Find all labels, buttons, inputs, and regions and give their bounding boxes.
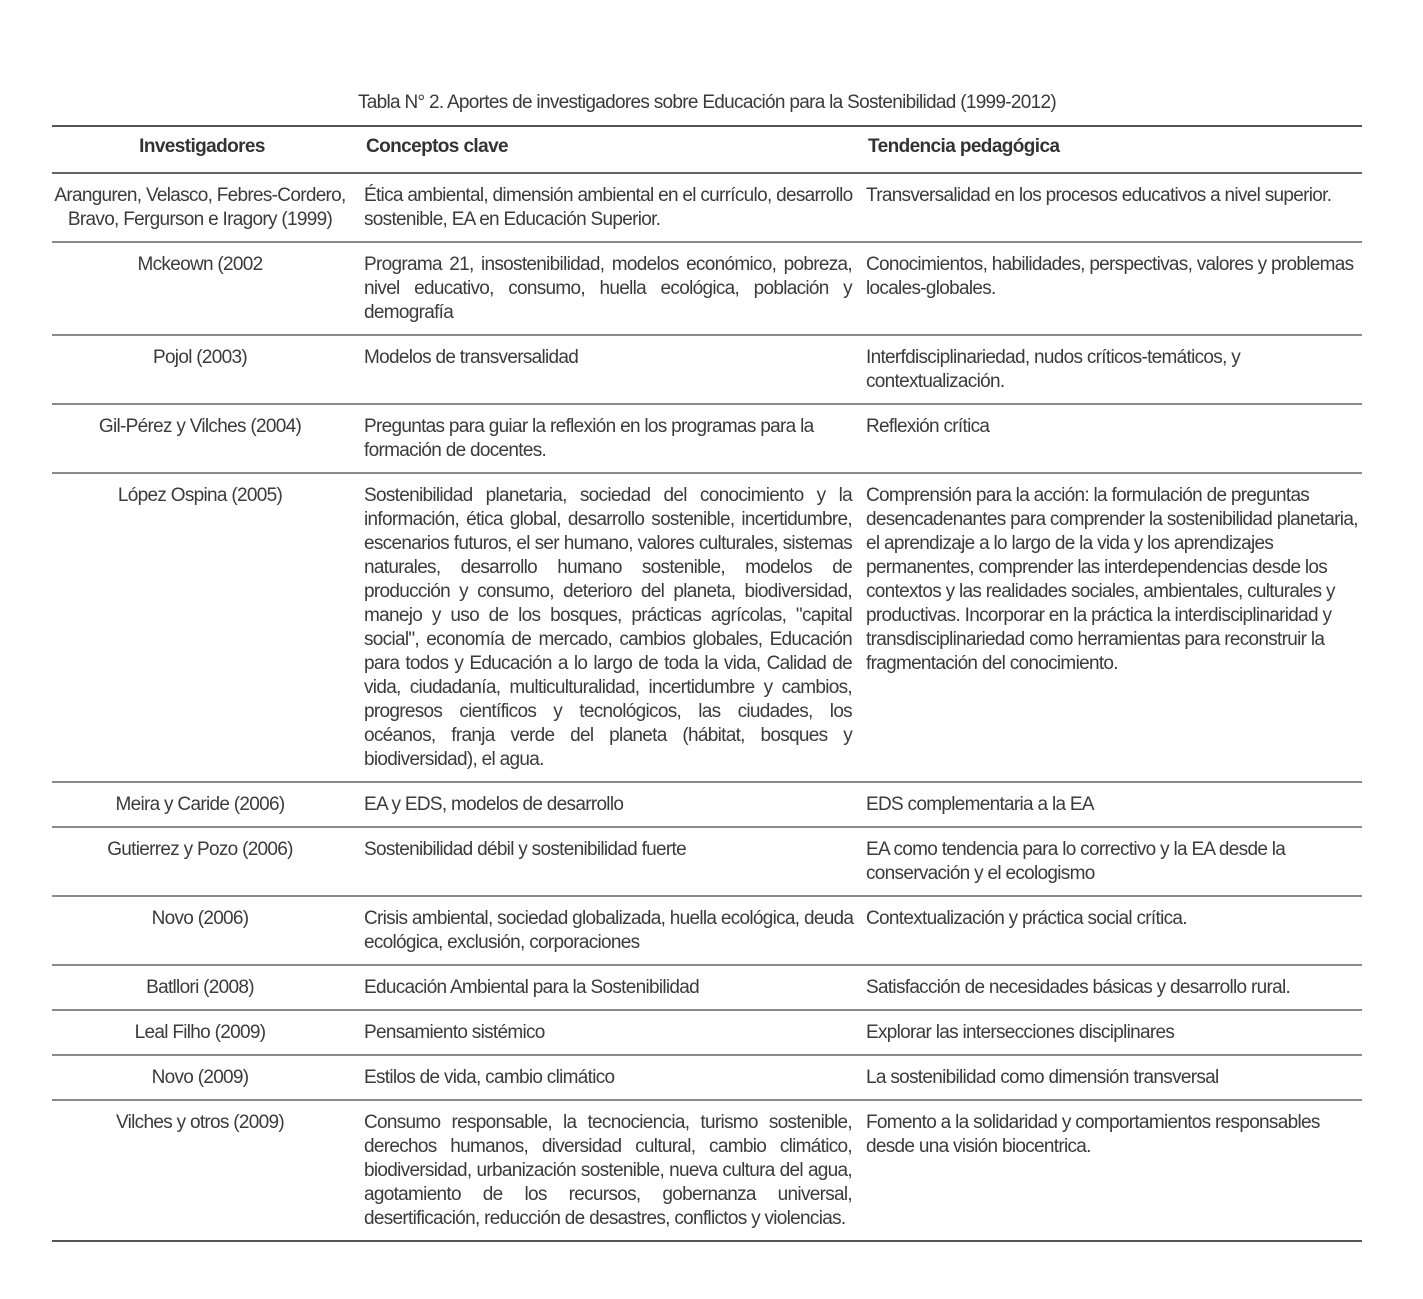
cell-tendencia: Transversalidad en los procesos educativos a nivel superior.: [866, 185, 1332, 206]
cell-tendencia: Contextualización y práctica social crítica.: [866, 908, 1187, 929]
cell-tendencia: Comprensión para la acción: la formulación de preguntas desencadenantes para comprender la sostenibilidad planetaria, el aprendizaje a lo largo de la vida y los aprendizajes permanentes, comprender las interdependencias desde los contextos y las realidades sociales, ambientales, culturales y productivas. Incorporar en la práctica la interdisciplinaridad y transdisciplinariedad como herramientas para reconstruir la fragmentación del conocimiento.: [866, 485, 1358, 674]
header-row: [52, 126, 1362, 173]
cell-conceptos: Crisis ambiental, sociedad globalizada, huella ecológica, deuda ecológica, exclusión, corporaciones: [364, 908, 854, 953]
cell-tendencia: Fomento a la solidaridad y comportamientos responsables desde una visión biocentrica.: [866, 1112, 1320, 1157]
table-row: [52, 1100, 1362, 1241]
cell-conceptos: Ética ambiental, dimensión ambiental en el currículo, desarrollo sostenible, EA en Educación Superior.: [364, 185, 853, 230]
table-row: [52, 827, 1362, 896]
cell-tendencia: Satisfacción de necesidades básicas y desarrollo rural.: [866, 977, 1291, 998]
cell-investigadores: Vilches y otros (2009): [115, 1112, 284, 1133]
table-row: [52, 965, 1362, 1010]
table-row: [52, 896, 1362, 965]
table-body: [52, 173, 1362, 1241]
table-row: [52, 335, 1362, 404]
cell-tendencia: Conocimientos, habilidades, perspectivas, valores y problemas locales-globales.: [866, 254, 1354, 299]
research-table: [52, 125, 1362, 1242]
cell-conceptos: Estilos de vida, cambio climático: [364, 1067, 615, 1088]
table-row: [52, 1055, 1362, 1100]
cell-tendencia: Explorar las intersecciones disciplinares: [866, 1022, 1175, 1043]
table-caption: Tabla N° 2. Aportes de investigadores sobre Educación para la Sostenibilidad (1999-2012): [357, 92, 1057, 113]
cell-investigadores: Aranguren, Velasco, Febres-Cordero, Bravo, Fergurson e Iragory (1999): [54, 185, 346, 230]
table-row: [52, 404, 1362, 473]
header-tendencia: Tendencia pedagógica: [868, 136, 1060, 157]
table-header: [52, 126, 1362, 173]
cell-conceptos: Modelos de transversalidad: [364, 347, 579, 368]
cell-tendencia: Reflexión crítica: [866, 416, 990, 437]
cell-investigadores: Meira y Caride (2006): [115, 794, 285, 815]
cell-conceptos: Preguntas para guiar la reflexión en los programas para la formación de docentes.: [364, 416, 814, 461]
cell-conceptos: Sostenibilidad débil y sostenibilidad fuerte: [364, 839, 686, 860]
cell-conceptos: Pensamiento sistémico: [364, 1022, 545, 1043]
table-row: [52, 1010, 1362, 1055]
cell-conceptos: Educación Ambiental para la Sostenibilidad: [364, 977, 700, 998]
cell-investigadores: López Ospina (2005): [117, 485, 283, 506]
cell-tendencia: Interfdisciplinariedad, nudos críticos-temáticos, y contextualización.: [866, 347, 1241, 392]
cell-investigadores: Novo (2009): [151, 1067, 249, 1088]
cell-tendencia: EA como tendencia para lo correctivo y la EA desde la conservación y el ecologismo: [866, 839, 1286, 884]
cell-tendencia: EDS complementaria a la EA: [866, 794, 1094, 815]
cell-conceptos: Programa 21, insostenibilidad, modelos económico, pobreza, nivel educativo, consumo, huella ecológica, población y demografía: [364, 254, 852, 323]
cell-investigadores: Pojol (2003): [152, 347, 248, 368]
cell-investigadores: Novo (2006): [151, 908, 249, 929]
cell-tendencia: La sostenibilidad como dimensión transversal: [866, 1067, 1219, 1088]
cell-investigadores: Gil-Pérez y Vilches (2004): [98, 416, 302, 437]
table-row: [52, 473, 1362, 782]
header-investigadores: Investigadores: [139, 136, 265, 157]
table-row: [52, 242, 1362, 335]
cell-investigadores: Leal Filho (2009): [134, 1022, 266, 1043]
cell-conceptos: Sostenibilidad planetaria, sociedad del conocimiento y la información, ética global, desarrollo sostenible, incertidumbre, escenarios futuros, el ser humano, valores culturales, sistemas naturales, desarrollo humano sostenible, modelos de producción y consumo, deterioro del planeta, biodiversidad, manejo y uso de los bosques, prácticas agrícolas, "capital social", economía de mercado, cambios globales, Educación para todos y Educación a lo largo de toda la vida, Calidad de vida, ciudadanía, multiculturalidad, incertidumbre y cambios, progresos científicos y tecnológicos, las ciudades, los océanos, franja verde del planeta (hábitat, bosques y biodiversidad), el agua.: [364, 485, 852, 770]
cell-conceptos: EA y EDS, modelos de desarrollo: [364, 794, 624, 815]
cell-investigadores: Mckeown (2002: [137, 254, 263, 275]
cell-investigadores: Batllori (2008): [146, 977, 254, 998]
cell-investigadores: Gutierrez y Pozo (2006): [107, 839, 293, 860]
table-row: [52, 173, 1362, 242]
header-conceptos: Conceptos clave: [366, 136, 508, 157]
cell-conceptos: Consumo responsable, la tecnociencia, turismo sostenible, derechos humanos, diversidad cultural, cambio climático, biodiversidad, urbanización sostenible, nueva cultura del agua, agotamiento de los recursos, gobernanza universal, desertificación, reducción de desastres, conflictos y violencias.: [364, 1112, 852, 1229]
table-row: [52, 782, 1362, 827]
